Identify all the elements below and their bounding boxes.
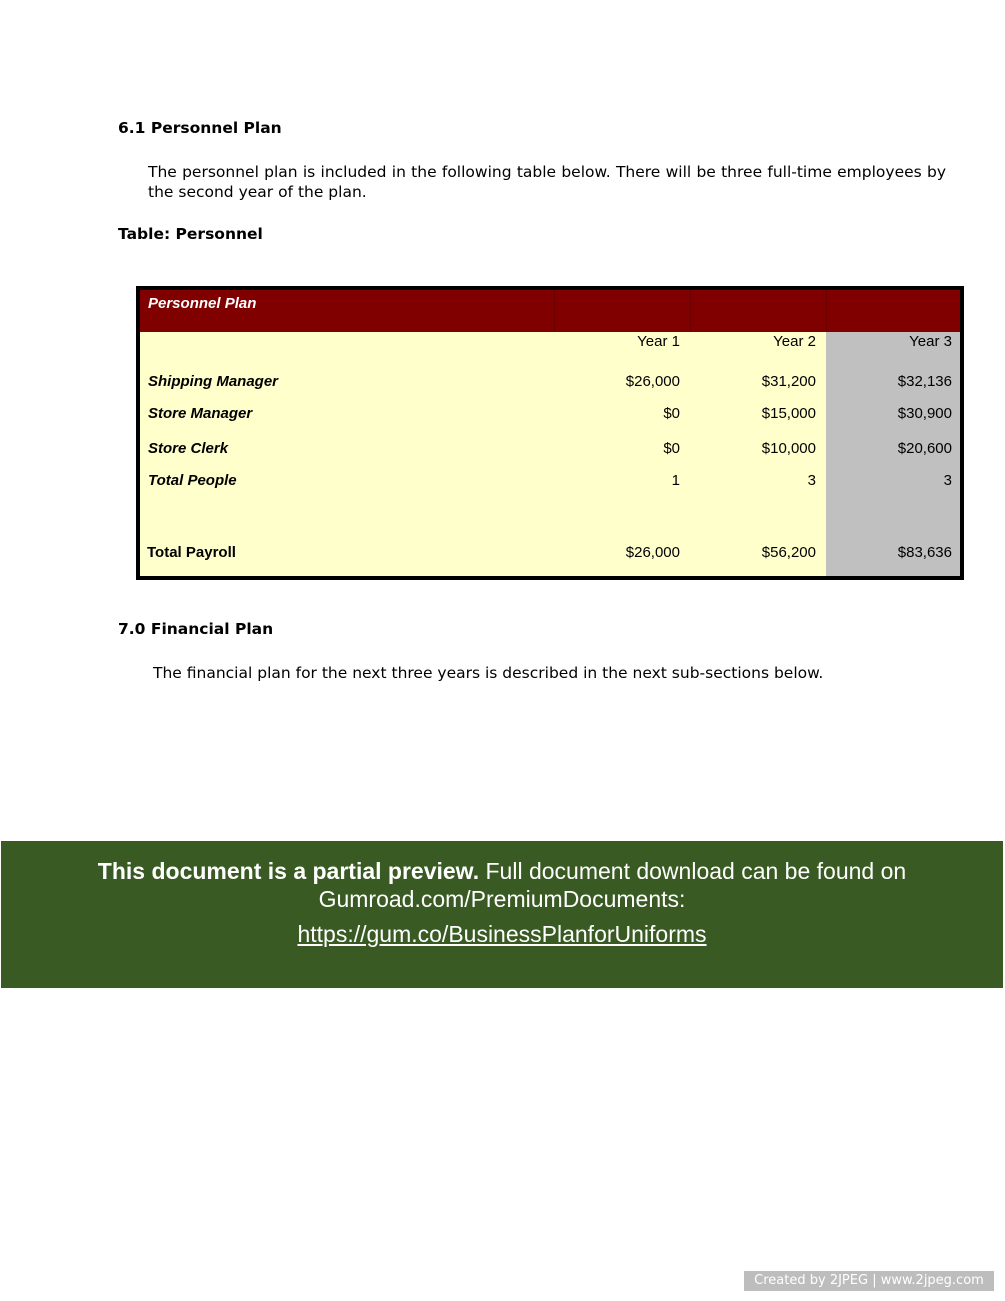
cell-value: $10,000 [761,440,816,457]
cell-value: $83,636 [897,544,952,561]
column-header: Year 2 [773,333,816,350]
table-caption: Table: Personnel [118,225,263,243]
table-row [140,440,960,460]
column-header: Year 3 [909,333,952,350]
table-header-band [140,290,960,332]
cell-value: $30,900 [897,405,952,422]
download-link[interactable]: https://gum.co/BusinessPlanforUniforms [297,921,707,947]
preview-banner [1,841,1003,988]
table-row [140,472,960,492]
table-title: Personnel Plan [148,295,257,312]
row-label: Total Payroll [147,544,236,561]
table-row [140,373,960,393]
banner-text-part: Gumroad.com/PremiumDocuments: [318,886,686,912]
column-header: Year 1 [637,333,680,350]
cell-value: $26,000 [625,373,680,390]
table-row [140,405,960,425]
column-header-row [140,333,960,353]
cell-value: 3 [807,472,816,489]
cell-value: $20,600 [897,440,952,457]
banner-text [1,857,1003,913]
cell-value: 1 [671,472,680,489]
header-divider [826,290,827,332]
watermark: Created by 2JPEG | www.2jpeg.com [744,1271,994,1291]
header-divider [690,290,691,332]
table-total-row [140,544,960,564]
cell-value: 3 [943,472,952,489]
banner-text-part: Full document download can be found on [479,858,907,884]
banner-bold-text: This document is a partial preview. [97,858,480,884]
financial-plan-paragraph: The financial plan for the next three years is described in the next sub-sections below. [153,664,824,682]
cell-value: $56,200 [761,544,816,561]
personnel-plan-paragraph: The personnel plan is included in the following table below. There will be three full-time employees by the second year of the plan. [148,163,946,201]
personnel-table [136,286,964,580]
cell-value: $0 [663,440,680,457]
row-label: Store Clerk [148,440,229,457]
section-heading-financial-plan: 7.0 Financial Plan [118,620,274,638]
cell-value: $15,000 [761,405,816,422]
cell-value: $0 [663,405,680,422]
row-label: Shipping Manager [148,373,279,390]
cell-value: $32,136 [897,373,952,390]
row-label: Store Manager [148,405,253,422]
header-divider [554,290,555,332]
cell-value: $31,200 [761,373,816,390]
cell-value: $26,000 [625,544,680,561]
row-label: Total People [148,472,237,489]
section-heading-personnel-plan: 6.1 Personnel Plan [118,119,282,137]
